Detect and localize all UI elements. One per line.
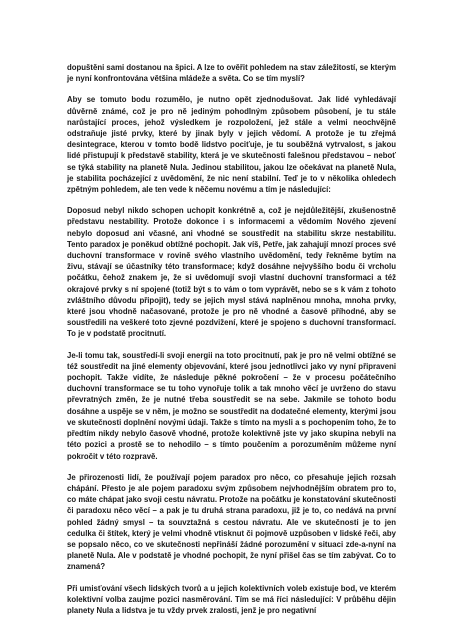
- paragraph-1: dopuštěni sami dostanou na špici. A lze to ověřit pohledem na stav záležitostí, se kterým je nyní konfrontována většina mládeže a světa. Co se tím myslí?: [67, 63, 396, 84]
- paragraph-3: Doposud nebyl nikdo schopen uchopit konkrétně a, což je nejdůležitější, zkušenostně představu nestability. Protože dokonce i s informacemi a vědomím Nového zjevení nebylo doposud ani včasné, ani vhodné se soustředit na stabilitu skrze nestabilitu. Tento paradox je poněkud obtížné pochopit. Jak víš, Petře, jak zahajují mnozí proces své duchovní transformace v rovině svého vlastního uvědomění, tedy řekněme bytím na živu, stávají se účastníky této transformace; když dosáhne nejvyššího bodu či vrcholu počátku, čehož znakem je, že si uvědomují svoji vlastní duchovní transformaci a též okrajové prvky s ní spojené (totiž být s to vám o tom vyprávět, nebo se s k vám z tohoto zvláštního důvodu připojit), tedy se jejich mysl stává naplněnou mnoha, mnoha prvky, které jsou vhodně načasované, protože je pro ně vhodné a časově příhodné, aby se soustředili na veškeré toto zjevné pozdvižení, které je spojeno s duchovní transformací. To je v podstatě procitnutí.: [67, 206, 396, 339]
- paragraph-4: Je-li tomu tak, soustředí-li svoji energii na toto procitnutí, pak je pro ně velmi obtížné se též soustředit na jiné elementy objevování, které jsou jednotlivci jako vy nyní připraveni pochopit. Takže vidíte, že následuje pěkné pokročení – že v procesu počátečního duchovní transformace se tu toho vynořuje tolik a tak mnoho věcí je uvrženo do stavu převratných změn, že je nutné třeba soustředit se na sebe. Jakmile se tohoto bodu dosáhne a uspěje se v něm, je možno se soustředit na dodatečné elementy, kterými jsou ve skutečnosti doplnění novými údaji. Takže s tímto na mysli a s pochopením toho, že to předtím nikdy nebylo časově vhodné, protože kolektivně jste vy jako skupina nebyli na této pozici a prostě se to nehodilo – s tímto poučením a porozuměním můžeme nyní pokročit v této rozpravě.: [67, 350, 396, 461]
- paragraph-6: Při umisťování všech lidských tvorů a u jejich kolektivních voleb existuje bod, ve kterém kolektivní volba zaujme pozici nasměrování. Tím se má říci následující: V průběhu dějin planety Nula a lidstva je tu vždy prvek zralosti, jenž je pro negativní: [67, 583, 396, 615]
- paragraph-5: Je přirozenosti lidí, že používají pojem paradox pro něco, co přesahuje jejich rozsah chápání. Přesto je ale pojem paradoxu svým způsobem nejvhodnějším obratem pro to, co máte chápat jako svoji cestu návratu. Protože na počátku je konstatování skutečnosti či paradoxu něco věcí – a pak je tu druhá strana paradoxu, již je to, co nedává na první pohled žádný smysl – ta souvztažná s cestou návratu. Ale ve skutečnosti je to jen cedulka či štítek, který je velmi vhodně vtisknut či pojmově uzpůsoben v lidské řeči, aby se popsalo něco, co ve skutečnosti nepřináší žádné porozumění v situaci zde-a-nyní na planetě Nula. Ale v podstatě je vhodné pochopit, že nyní přišel čas se tím zabývat. Co to znamená?: [67, 472, 396, 572]
- document-page: [67, 62, 396, 626]
- paragraph-2: Aby se tomuto bodu rozumělo, je nutno opět zjednodušovat. Jak lidé vyhledávají důvěrně známé, což je pro ně jediným pohodlným způsobem působení, je tu stále narůstající proces, jehož výsledkem je rozpoložení, jež stále a velmi neochvějně odstraňuje jisté prvky, které by jinak byly v jejich vědomí. A protože je tu zřejmá desintegrace, kterou v tomto bodě lidstvo pociťuje, je tu souběžná vytrvalost, s jakou lidé přistupují k představě stability, která je ve skutečnosti falešnou představou – neboť se týká stability na planetě Nula. Jedinou stabilitou, jakou lze očekávat na planetě Nula, je stabilita pocházející z uvědomění, že nic není stabilní. Teď je to v několika ohledech zpětným pohledem, ale ten vede k něčemu novému a tím je následující:: [67, 95, 396, 195]
